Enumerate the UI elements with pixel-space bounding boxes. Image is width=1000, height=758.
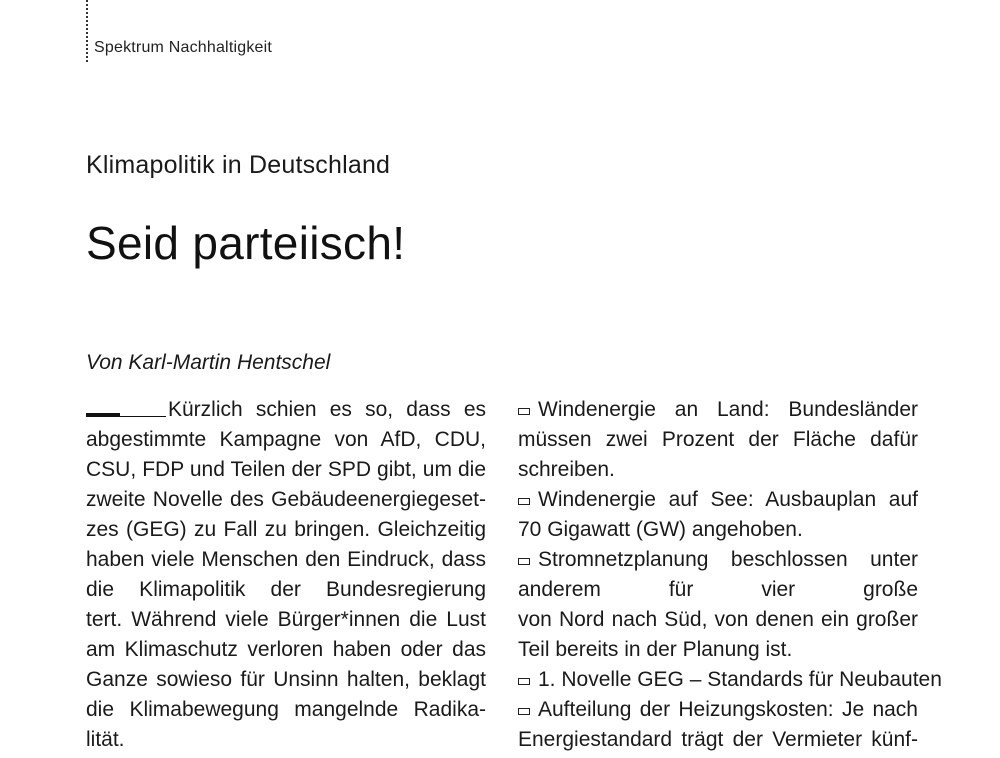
article-byline: Von Karl-Martin Hentschel	[86, 351, 331, 374]
body-line: lität.	[86, 728, 125, 751]
list-item-line	[518, 665, 942, 695]
body-line: am Klimaschutz verloren haben oder das	[86, 638, 486, 661]
body-line: die Klimabewegung mangelnde Radika-	[86, 698, 486, 721]
list-item-line: müssen zwei Prozent der Fläche dafür	[518, 428, 918, 451]
body-line: zweite Novelle des Gebäudeenergiegeset-	[86, 488, 486, 511]
checkbox-bullet-icon	[518, 678, 530, 685]
body-line	[86, 395, 486, 425]
header-dotted-rule	[86, 0, 88, 62]
list-item-line: von Nord nach Süd, von denen ein großer	[518, 608, 918, 631]
list-item-text: Aufteilung der Heizungskosten: Je nach	[538, 698, 918, 721]
list-item-line	[518, 395, 918, 425]
list-item-text: 1. Novelle GEG – Standards für Neubauten	[538, 668, 942, 691]
body-line: die Klimapolitik der Bundesregierung	[86, 578, 486, 601]
article-headline: Seid parteiisch!	[86, 217, 406, 269]
checkbox-bullet-icon	[518, 558, 530, 565]
body-line: Ganze sowieso für Unsinn halten, beklagt	[86, 668, 486, 691]
body-line: haben viele Menschen den Eindruck, dass	[86, 548, 486, 571]
checkbox-bullet-icon	[518, 498, 530, 505]
list-item-line	[518, 545, 918, 575]
body-text: Kürzlich schien es so, dass es	[168, 398, 486, 421]
body-line: tert. Während viele Bürger*innen die Lust	[86, 608, 486, 631]
list-item-line	[518, 485, 918, 515]
list-item-line: Energiestandard trägt der Vermieter künf-	[518, 728, 918, 751]
body-line: CSU, FDP und Teilen der SPD gibt, um die	[86, 458, 486, 481]
checkbox-bullet-icon	[518, 708, 530, 715]
list-item-line: Teil bereits in der Planung ist.	[518, 638, 793, 661]
list-item-text: Windenergie an Land: Bundesländer	[538, 398, 918, 421]
list-item-text: Windenergie auf See: Ausbauplan auf	[538, 488, 918, 511]
left-column	[86, 395, 486, 755]
article-kicker: Klimapolitik in Deutschland	[86, 151, 391, 179]
body-line: abgestimmte Kampagne von AfD, CDU,	[86, 428, 486, 451]
list-item-text: Stromnetzplanung beschlossen unter	[538, 548, 918, 571]
list-item-line: 70 Gigawatt (GW) angehoben.	[518, 518, 803, 541]
list-item-line: schreiben.	[518, 458, 615, 481]
paragraph-start-mark	[86, 402, 166, 416]
checkbox-bullet-icon	[518, 408, 530, 415]
list-item-line	[518, 695, 918, 725]
body-line: zes (GEG) zu Fall zu bringen. Gleichzeitig	[86, 518, 486, 541]
section-label: Spektrum Nachhaltigkeit	[94, 39, 273, 56]
list-item-line: anderem für vier große	[518, 578, 918, 601]
right-column	[518, 395, 942, 755]
